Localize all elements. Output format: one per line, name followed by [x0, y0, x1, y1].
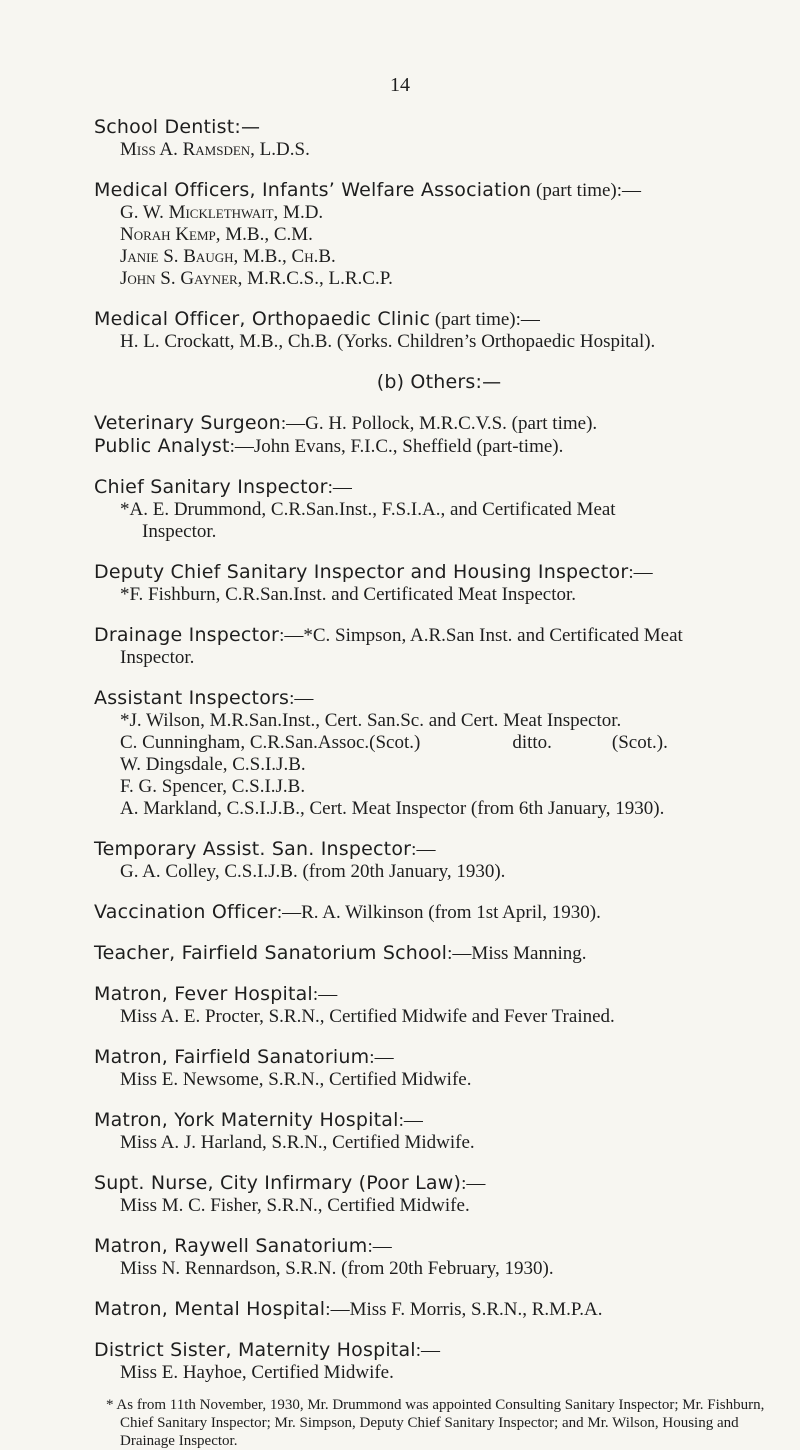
ditto-text: ditto. — [512, 732, 552, 753]
page-number: 14 — [390, 74, 410, 96]
section-heading: Drainage Inspector — [94, 624, 280, 646]
list-item: Miss N. Rennardson, S.R.N. (from 20th February, 1930). — [120, 1258, 554, 1279]
ditto-scot: (Scot.). — [611, 732, 668, 753]
heading-detail: :—John Evans, F.I.C., Sheffield (part-time). — [229, 436, 564, 457]
others-subheading: (b) Others:— — [376, 371, 502, 393]
list-item: W. Dingsdale, C.S.I.J.B. — [120, 754, 306, 775]
heading-detail: :— — [327, 477, 352, 498]
vaccination-section — [94, 901, 784, 924]
chief-inspector-section — [94, 476, 784, 543]
list-item: *A. E. Drummond, C.R.San.Inst., F.S.I.A., and Certificated Meat — [120, 499, 616, 520]
cunningham-entry: C. Cunningham, C.R.San.Assoc.(Scot.) — [120, 732, 421, 753]
section-heading: Supt. Nurse, City Infirmary (Poor Law) — [94, 1172, 462, 1194]
section-heading: Deputy Chief Sanitary Inspector and Housing Inspector — [94, 561, 629, 583]
heading-detail: :—*C. Simpson, A.R.San Inst. and Certificated Meat — [279, 625, 683, 646]
heading-detail: :— — [411, 839, 436, 860]
section-heading: Matron, Raywell Sanatorium — [94, 1235, 368, 1257]
section-heading: Veterinary Surgeon — [94, 412, 281, 434]
district-sister-section — [94, 1339, 784, 1384]
section-heading: Medical Officer, Orthopaedic Clinic — [94, 308, 431, 330]
temporary-assistant-section — [94, 838, 784, 883]
section-heading: Chief Sanitary Inspector — [94, 476, 328, 498]
supt-nurse-section — [94, 1172, 784, 1217]
section-heading: Matron, York Maternity Hospital — [94, 1109, 399, 1131]
matron-york-section — [94, 1109, 784, 1154]
heading-detail: :— — [461, 1173, 486, 1194]
heading-detail: (part time):— — [430, 309, 540, 330]
matron-raywell-section — [94, 1235, 784, 1280]
school-dentist-section — [94, 116, 784, 161]
assistant-inspectors-section — [94, 687, 784, 820]
section-heading: School Dentist:— — [94, 116, 261, 138]
section-heading: Public Analyst — [94, 435, 230, 457]
section-heading: Temporary Assist. San. Inspector — [94, 838, 412, 860]
list-item: Janie S. Baugh, M.B., Ch.B. — [120, 246, 336, 267]
heading-detail: :— — [628, 562, 653, 583]
heading-detail: :—Miss F. Morris, S.R.N., R.M.P.A. — [325, 1299, 603, 1320]
list-item: G. A. Colley, C.S.I.J.B. (from 20th January, 1930). — [120, 861, 506, 882]
list-item: *F. Fishburn, C.R.San.Inst. and Certificated Meat Inspector. — [120, 584, 576, 605]
analyst-section — [94, 435, 784, 458]
heading-detail: :—Miss Manning. — [447, 943, 587, 964]
list-item: G. W. Micklethwait, M.D. — [120, 202, 324, 223]
section-heading: Matron, Fairfield Sanatorium — [94, 1046, 370, 1068]
medical-officers-section — [94, 179, 784, 290]
list-item: John S. Gayner, M.R.C.S., L.R.C.P. — [120, 268, 393, 289]
orthopaedic-section — [94, 308, 784, 353]
list-item: Inspector. — [142, 521, 217, 542]
list-item: Miss A. Ramsden, L.D.S. — [120, 139, 310, 160]
list-item: Miss M. C. Fisher, S.R.N., Certified Midwife. — [120, 1195, 470, 1216]
heading-detail: :—R. A. Wilkinson (from 1st April, 1930). — [276, 902, 601, 923]
heading-detail: :— — [415, 1340, 441, 1361]
page-content — [94, 116, 784, 1450]
drainage-section — [94, 624, 784, 669]
list-item: Miss A. E. Procter, S.R.N., Certified Midwife and Fever Trained. — [120, 1006, 615, 1027]
heading-detail: (part time):— — [531, 180, 642, 201]
list-item: Miss E. Hayhoe, Certified Midwife. — [120, 1362, 394, 1383]
matron-mental-section — [94, 1298, 784, 1321]
section-heading: Matron, Fever Hospital — [94, 983, 313, 1005]
heading-detail: :— — [369, 1047, 394, 1068]
section-heading: Teacher, Fairfield Sanatorium School — [94, 942, 448, 964]
section-heading: Medical Officers, Infants’ Welfare Association — [94, 179, 532, 201]
deputy-inspector-section — [94, 561, 784, 606]
list-item: H. L. Crockatt, M.B., Ch.B. (Yorks. Children’s Orthopaedic Hospital). — [120, 331, 656, 352]
heading-detail: :—G. H. Pollock, M.R.C.V.S. (part time). — [280, 413, 598, 434]
list-item: Miss E. Newsome, S.R.N., Certified Midwife. — [120, 1069, 472, 1090]
section-heading: Matron, Mental Hospital — [94, 1298, 326, 1320]
footnote: * As from 11th November, 1930, Mr. Drummond was appointed Consulting Sanitary Inspector; Mr. Fishburn, Chief Sanitary Inspector; Mr. Simpson, Deputy Chief Sanitary Inspector; and Mr. Wilson, Housing and Drainage Inspector. — [106, 1397, 765, 1449]
list-item — [94, 732, 784, 754]
list-item: Norah Kemp, M.B., C.M. — [120, 224, 313, 245]
section-heading: Vaccination Officer — [94, 901, 277, 923]
heading-detail: :— — [312, 984, 338, 1005]
teacher-section — [94, 942, 784, 965]
matron-fever-section — [94, 983, 784, 1028]
list-item: Inspector. — [120, 647, 195, 668]
section-heading: Assistant Inspectors — [94, 687, 290, 709]
heading-detail: :— — [289, 688, 314, 709]
heading-detail: :— — [367, 1236, 392, 1257]
list-item: Miss A. J. Harland, S.R.N., Certified Midwife. — [120, 1132, 475, 1153]
heading-detail: :— — [398, 1110, 423, 1131]
list-item: A. Markland, C.S.I.J.B., Cert. Meat Inspector (from 6th January, 1930). — [120, 798, 665, 819]
veterinary-section — [94, 412, 784, 435]
list-item: F. G. Spencer, C.S.I.J.B. — [120, 776, 306, 797]
matron-fairfield-section — [94, 1046, 784, 1091]
list-item: *J. Wilson, M.R.San.Inst., Cert. San.Sc. and Cert. Meat Inspector. — [120, 710, 622, 731]
section-heading: District Sister, Maternity Hospital — [94, 1339, 416, 1361]
